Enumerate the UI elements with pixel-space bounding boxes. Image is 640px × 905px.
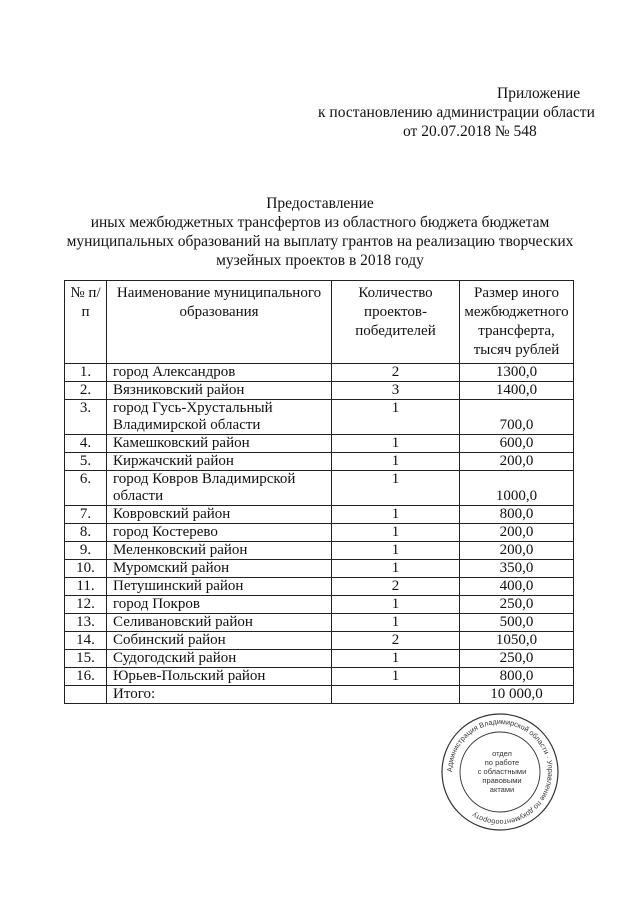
row-municipality: Вязниковский район: [107, 382, 332, 400]
row-project-count: 1: [332, 524, 460, 542]
title-line-3: муниципальных образований на выплату грантов на реализацию творческих: [66, 233, 574, 250]
row-transfer-amount: 1400,0: [460, 382, 574, 400]
row-municipality: Селивановский район: [107, 614, 332, 632]
table-row: [65, 668, 574, 686]
document-title: [60, 194, 580, 270]
row-transfer-amount: 1000,0: [460, 471, 574, 506]
row-municipality: Муромский район: [107, 560, 332, 578]
header-count: Количество проектов-победителей: [332, 281, 460, 364]
table-row: [65, 560, 574, 578]
row-transfer-amount: 1300,0: [460, 364, 574, 382]
row-project-count: 1: [332, 471, 460, 506]
row-municipality: город Гусь-Хрустальный Владимирской области: [107, 400, 332, 435]
row-project-count: 1: [332, 614, 460, 632]
row-transfer-amount: 1050,0: [460, 632, 574, 650]
row-transfer-amount: 250,0: [460, 650, 574, 668]
row-number: 6.: [65, 471, 107, 506]
row-number: 4.: [65, 435, 107, 453]
row-municipality: город Ковров Владимирской области: [107, 471, 332, 506]
table-row: [65, 614, 574, 632]
total-amount: 10 000,0: [460, 686, 574, 704]
row-municipality: Юрьев-Польский район: [107, 668, 332, 686]
row-transfer-amount: 200,0: [460, 542, 574, 560]
total-row: [65, 686, 574, 704]
stamp-center-text: [478, 749, 527, 794]
row-municipality: Меленковский район: [107, 542, 332, 560]
row-transfer-amount: 800,0: [460, 506, 574, 524]
row-project-count: 1: [332, 560, 460, 578]
row-municipality: город Покров: [107, 596, 332, 614]
row-number: 7.: [65, 506, 107, 524]
stamp-center-line: правовыми: [482, 776, 522, 785]
row-project-count: 3: [332, 382, 460, 400]
total-count-cell: [332, 686, 460, 704]
row-project-count: 1: [332, 400, 460, 435]
row-number: 9.: [65, 542, 107, 560]
row-municipality: Киржачский район: [107, 453, 332, 471]
table-row: [65, 382, 574, 400]
row-number: 14.: [65, 632, 107, 650]
row-transfer-amount: 200,0: [460, 453, 574, 471]
row-project-count: 1: [332, 435, 460, 453]
table-row: [65, 632, 574, 650]
official-stamp: [440, 712, 560, 832]
table-row: [65, 578, 574, 596]
row-number: 1.: [65, 364, 107, 382]
stamp-center-line: актами: [489, 785, 515, 794]
row-number: 15.: [65, 650, 107, 668]
row-project-count: 1: [332, 453, 460, 471]
row-number: 3.: [65, 400, 107, 435]
row-project-count: 2: [332, 364, 460, 382]
row-transfer-amount: 200,0: [460, 524, 574, 542]
table-row: [65, 506, 574, 524]
row-transfer-amount: 500,0: [460, 614, 574, 632]
header-num: № п/п: [65, 281, 107, 364]
row-number: 12.: [65, 596, 107, 614]
total-num-cell: [65, 686, 107, 704]
table-row: [65, 435, 574, 453]
table-row: [65, 364, 574, 382]
title-line-2: иных межбюджетных трансфертов из областного бюджета бюджетам: [90, 214, 550, 231]
row-municipality: город Костерево: [107, 524, 332, 542]
row-number: 2.: [65, 382, 107, 400]
row-project-count: 2: [332, 578, 460, 596]
row-project-count: 1: [332, 650, 460, 668]
title-line-1: Предоставление: [266, 195, 374, 212]
row-number: 5.: [65, 453, 107, 471]
row-municipality: Камешковский район: [107, 435, 332, 453]
table-row: [65, 471, 574, 506]
total-label: Итого:: [107, 686, 332, 704]
row-project-count: 1: [332, 506, 460, 524]
table-header-row: [65, 281, 574, 364]
table-row: [65, 650, 574, 668]
table-row: [65, 524, 574, 542]
stamp-center-line: отдел: [492, 749, 512, 758]
row-municipality: Собинский район: [107, 632, 332, 650]
row-transfer-amount: 700,0: [460, 400, 574, 435]
stamp-ring-text: Администрация Владимирской области · Управление по документообороту: [444, 716, 556, 828]
row-number: 11.: [65, 578, 107, 596]
table-row: [65, 400, 574, 435]
stamp-center-line: с областными: [477, 767, 527, 776]
decree-date-number: от 20.07.2018 № 548: [403, 123, 537, 140]
row-project-count: 1: [332, 596, 460, 614]
table-row: [65, 453, 574, 471]
row-transfer-amount: 800,0: [460, 668, 574, 686]
row-project-count: 1: [332, 668, 460, 686]
stamp-center-line: по работе: [484, 758, 520, 767]
table-row: [65, 596, 574, 614]
header-amount: Размер иного межбюджетного трансферта, тысяч рублей: [460, 281, 574, 364]
row-number: 10.: [65, 560, 107, 578]
row-municipality: город Александров: [107, 364, 332, 382]
row-transfer-amount: 400,0: [460, 578, 574, 596]
row-project-count: 2: [332, 632, 460, 650]
title-line-4: музейных проектов в 2018 году: [216, 252, 424, 269]
row-municipality: Ковровский район: [107, 506, 332, 524]
transfers-table: [64, 280, 574, 704]
row-number: 16.: [65, 668, 107, 686]
row-transfer-amount: 250,0: [460, 596, 574, 614]
row-municipality: Петушинский район: [107, 578, 332, 596]
row-municipality: Судогодский район: [107, 650, 332, 668]
row-transfer-amount: 600,0: [460, 435, 574, 453]
header-name: Наименование муниципального образования: [107, 281, 332, 364]
decree-reference: к постановлению администрации области: [318, 104, 595, 121]
row-number: 13.: [65, 614, 107, 632]
attachment-label: Приложение: [497, 85, 581, 102]
row-transfer-amount: 350,0: [460, 560, 574, 578]
row-project-count: 1: [332, 542, 460, 560]
table-row: [65, 542, 574, 560]
row-number: 8.: [65, 524, 107, 542]
